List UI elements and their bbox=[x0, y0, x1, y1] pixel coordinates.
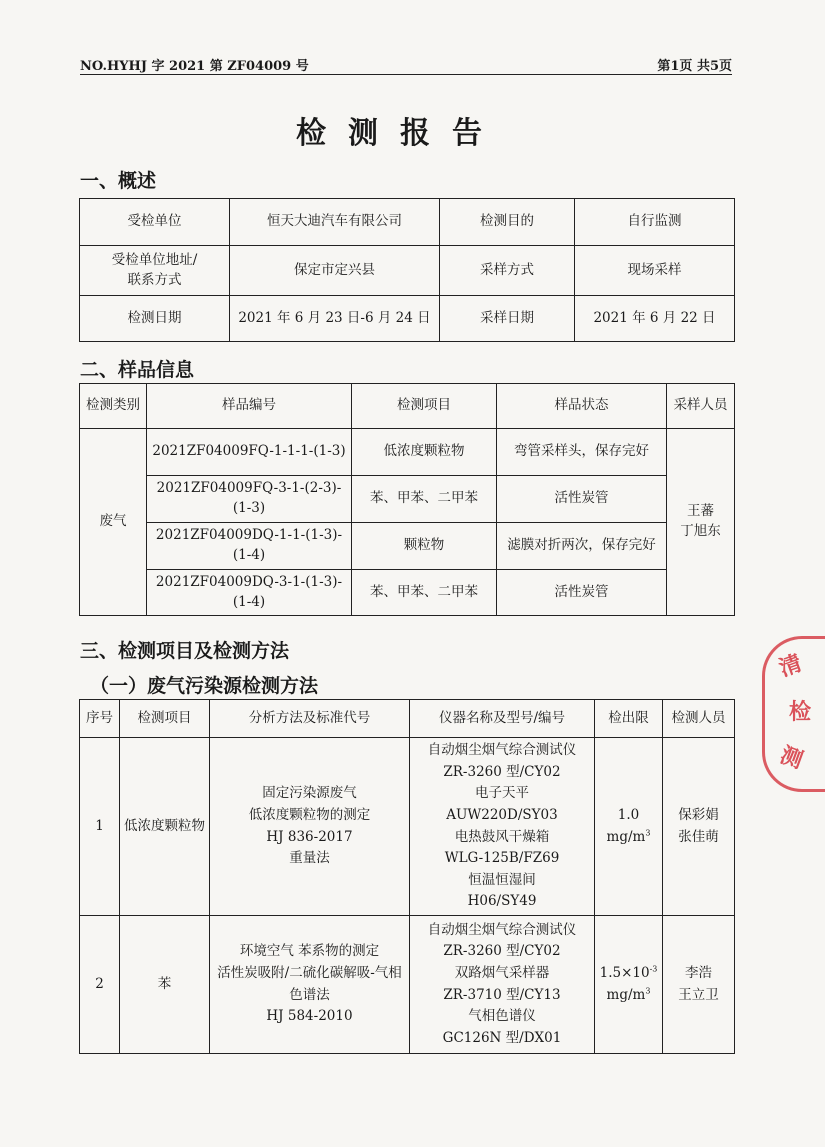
column-header: 仪器名称及型号/编号 bbox=[410, 700, 595, 738]
sample-id: 2021ZF04009DQ-1-1-(1-3)-(1-4) bbox=[147, 523, 352, 570]
page-header bbox=[80, 52, 732, 75]
table-header-row bbox=[80, 700, 735, 738]
instrument-line: 电热鼓风干燥箱 bbox=[454, 828, 550, 845]
staff-name: 王立卫 bbox=[678, 986, 719, 1003]
instrument-line: ZR-3260 型/CY02 bbox=[443, 763, 561, 780]
limit-unit: mg/m bbox=[606, 986, 646, 1003]
staff-name: 保彩娟 bbox=[678, 806, 719, 823]
method-line: 低浓度颗粒物的测定 bbox=[248, 806, 371, 823]
cell-value: 现场采样 bbox=[575, 246, 735, 296]
instrument-line: ZR-3710 型/CY13 bbox=[443, 986, 561, 1003]
method-cell bbox=[210, 916, 410, 1054]
sample-state: 滤膜对折两次，保存完好 bbox=[497, 523, 667, 570]
table-row bbox=[80, 523, 735, 570]
instrument-line: 自动烟尘烟气综合测试仪 bbox=[427, 921, 577, 938]
stamp-char: 检 bbox=[789, 699, 812, 725]
instrument-line: 电子天平 bbox=[475, 785, 529, 802]
sample-id: 2021ZF04009FQ-3-1-(2-3)-(1-3) bbox=[147, 476, 352, 523]
column-header: 检测项目 bbox=[120, 700, 210, 738]
limit-exponent: -3 bbox=[649, 964, 658, 974]
column-header: 检测人员 bbox=[663, 700, 735, 738]
report-number: NO.HYHJ 字 2021 第 ZF04009 号 bbox=[80, 59, 309, 74]
category-cell: 废气 bbox=[80, 429, 147, 616]
sampler-name: 丁旭东 bbox=[680, 523, 721, 539]
instrument-line: GC126N 型/DX01 bbox=[442, 1029, 562, 1046]
sample-state: 活性炭管 bbox=[497, 570, 667, 616]
sample-info-table bbox=[79, 383, 735, 616]
cell-value: 保定市定兴县 bbox=[230, 246, 440, 296]
test-item: 颗粒物 bbox=[352, 523, 497, 570]
report-title: 检测报告 bbox=[296, 116, 504, 151]
sampler-cell bbox=[667, 429, 735, 616]
test-item: 苯、甲苯、二甲苯 bbox=[352, 570, 497, 616]
column-header: 样品状态 bbox=[497, 384, 667, 429]
section3-heading: 三、检测项目及检测方法 bbox=[80, 640, 290, 662]
cell-label bbox=[80, 246, 230, 296]
instrument-line: 双路烟气采样器 bbox=[454, 964, 550, 981]
table-header-row bbox=[80, 384, 735, 429]
table-row bbox=[80, 570, 735, 616]
method-cell bbox=[210, 738, 410, 916]
red-seal-stamp bbox=[762, 636, 825, 792]
instrument-line: WLG-125B/FZ69 bbox=[444, 850, 560, 867]
overview-table bbox=[79, 198, 735, 342]
methods-table bbox=[79, 699, 735, 1054]
method-line: HJ 584-2010 bbox=[266, 1008, 353, 1025]
column-header: 检出限 bbox=[595, 700, 663, 738]
limit-value: 1.0 bbox=[617, 806, 640, 823]
section3-sub-heading: （一）废气污染源检测方法 bbox=[90, 675, 319, 697]
sampler-name: 王蕃 bbox=[687, 503, 714, 520]
cell-value: 2021 年 6 月 22 日 bbox=[575, 296, 735, 342]
table-row bbox=[80, 429, 735, 476]
staff-cell bbox=[663, 916, 735, 1054]
limit-cell bbox=[595, 738, 663, 916]
section2-heading: 二、样品信息 bbox=[80, 359, 195, 381]
section1-heading: 一、概述 bbox=[80, 170, 157, 192]
column-header: 检测类别 bbox=[80, 384, 147, 429]
column-header: 分析方法及标准代号 bbox=[210, 700, 410, 738]
limit-unit-line bbox=[598, 827, 659, 849]
staff-name: 张佳萌 bbox=[678, 828, 719, 845]
row-number: 1 bbox=[80, 738, 120, 916]
column-header: 检测项目 bbox=[352, 384, 497, 429]
method-line: 环境空气 苯系物的测定 bbox=[239, 943, 380, 960]
staff-name: 李浩 bbox=[685, 964, 712, 981]
limit-value-line bbox=[598, 963, 659, 985]
cell-label: 受检单位 bbox=[80, 199, 230, 246]
instrument-line: 恒温恒湿间 bbox=[468, 871, 536, 888]
cell-label: 检测日期 bbox=[80, 296, 230, 342]
instrument-line: ZR-3260 型/CY02 bbox=[443, 943, 561, 960]
page-info: 第1页 共5页 bbox=[657, 59, 732, 74]
stamp-char: 测 bbox=[776, 741, 807, 774]
limit-unit-sup: 3 bbox=[645, 986, 651, 995]
method-line: HJ 836-2017 bbox=[266, 828, 353, 845]
limit-unit: mg/m bbox=[606, 828, 646, 845]
method-line: 固定污染源废气 bbox=[262, 785, 357, 802]
row-number: 2 bbox=[80, 916, 120, 1054]
instrument-cell bbox=[410, 738, 595, 916]
sample-state: 活性炭管 bbox=[497, 476, 667, 523]
cell-label-line: 受检单位地址/ bbox=[111, 251, 198, 268]
table-row bbox=[80, 246, 735, 296]
staff-cell bbox=[663, 738, 735, 916]
method-line: 活性炭吸附/二硫化碳解吸-气相 bbox=[217, 964, 402, 981]
instrument-line: 自动烟尘烟气综合测试仪 bbox=[427, 742, 577, 759]
instrument-line: 气相色谱仪 bbox=[468, 1008, 536, 1025]
test-item: 苯、甲苯、二甲苯 bbox=[352, 476, 497, 523]
instrument-line: AUW220D/SY03 bbox=[446, 806, 558, 823]
table-row bbox=[80, 296, 735, 342]
cell-value: 恒天大迪汽车有限公司 bbox=[230, 199, 440, 246]
column-header: 序号 bbox=[80, 700, 120, 738]
limit-value: 1.5×10 bbox=[599, 964, 650, 981]
sample-state: 弯管采样头，保存完好 bbox=[497, 429, 667, 476]
cell-label-line: 联系方式 bbox=[127, 271, 182, 288]
sample-id: 2021ZF04009DQ-3-1-(1-3)-(1-4) bbox=[147, 570, 352, 616]
cell-value: 2021 年 6 月 23 日-6 月 24 日 bbox=[230, 296, 440, 342]
column-header: 样品编号 bbox=[147, 384, 352, 429]
cell-label: 采样日期 bbox=[440, 296, 575, 342]
sample-id: 2021ZF04009FQ-1-1-1-(1-3) bbox=[147, 429, 352, 476]
cell-label: 检测目的 bbox=[440, 199, 575, 246]
method-line: 重量法 bbox=[289, 850, 330, 867]
cell-value: 自行监测 bbox=[575, 199, 735, 246]
table-row bbox=[80, 738, 735, 916]
stamp-char: 清 bbox=[775, 649, 806, 682]
table-row bbox=[80, 199, 735, 246]
test-item: 苯 bbox=[120, 916, 210, 1054]
limit-unit-line bbox=[598, 985, 659, 1007]
table-row bbox=[80, 916, 735, 1054]
instrument-line: H06/SY49 bbox=[467, 893, 537, 910]
test-item: 低浓度颗粒物 bbox=[120, 738, 210, 916]
limit-unit-sup: 3 bbox=[645, 828, 651, 837]
method-line: 色谱法 bbox=[289, 986, 330, 1003]
test-item: 低浓度颗粒物 bbox=[352, 429, 497, 476]
table-row bbox=[80, 476, 735, 523]
limit-cell bbox=[595, 916, 663, 1054]
instrument-cell bbox=[410, 916, 595, 1054]
column-header: 采样人员 bbox=[667, 384, 735, 429]
cell-label: 采样方式 bbox=[440, 246, 575, 296]
